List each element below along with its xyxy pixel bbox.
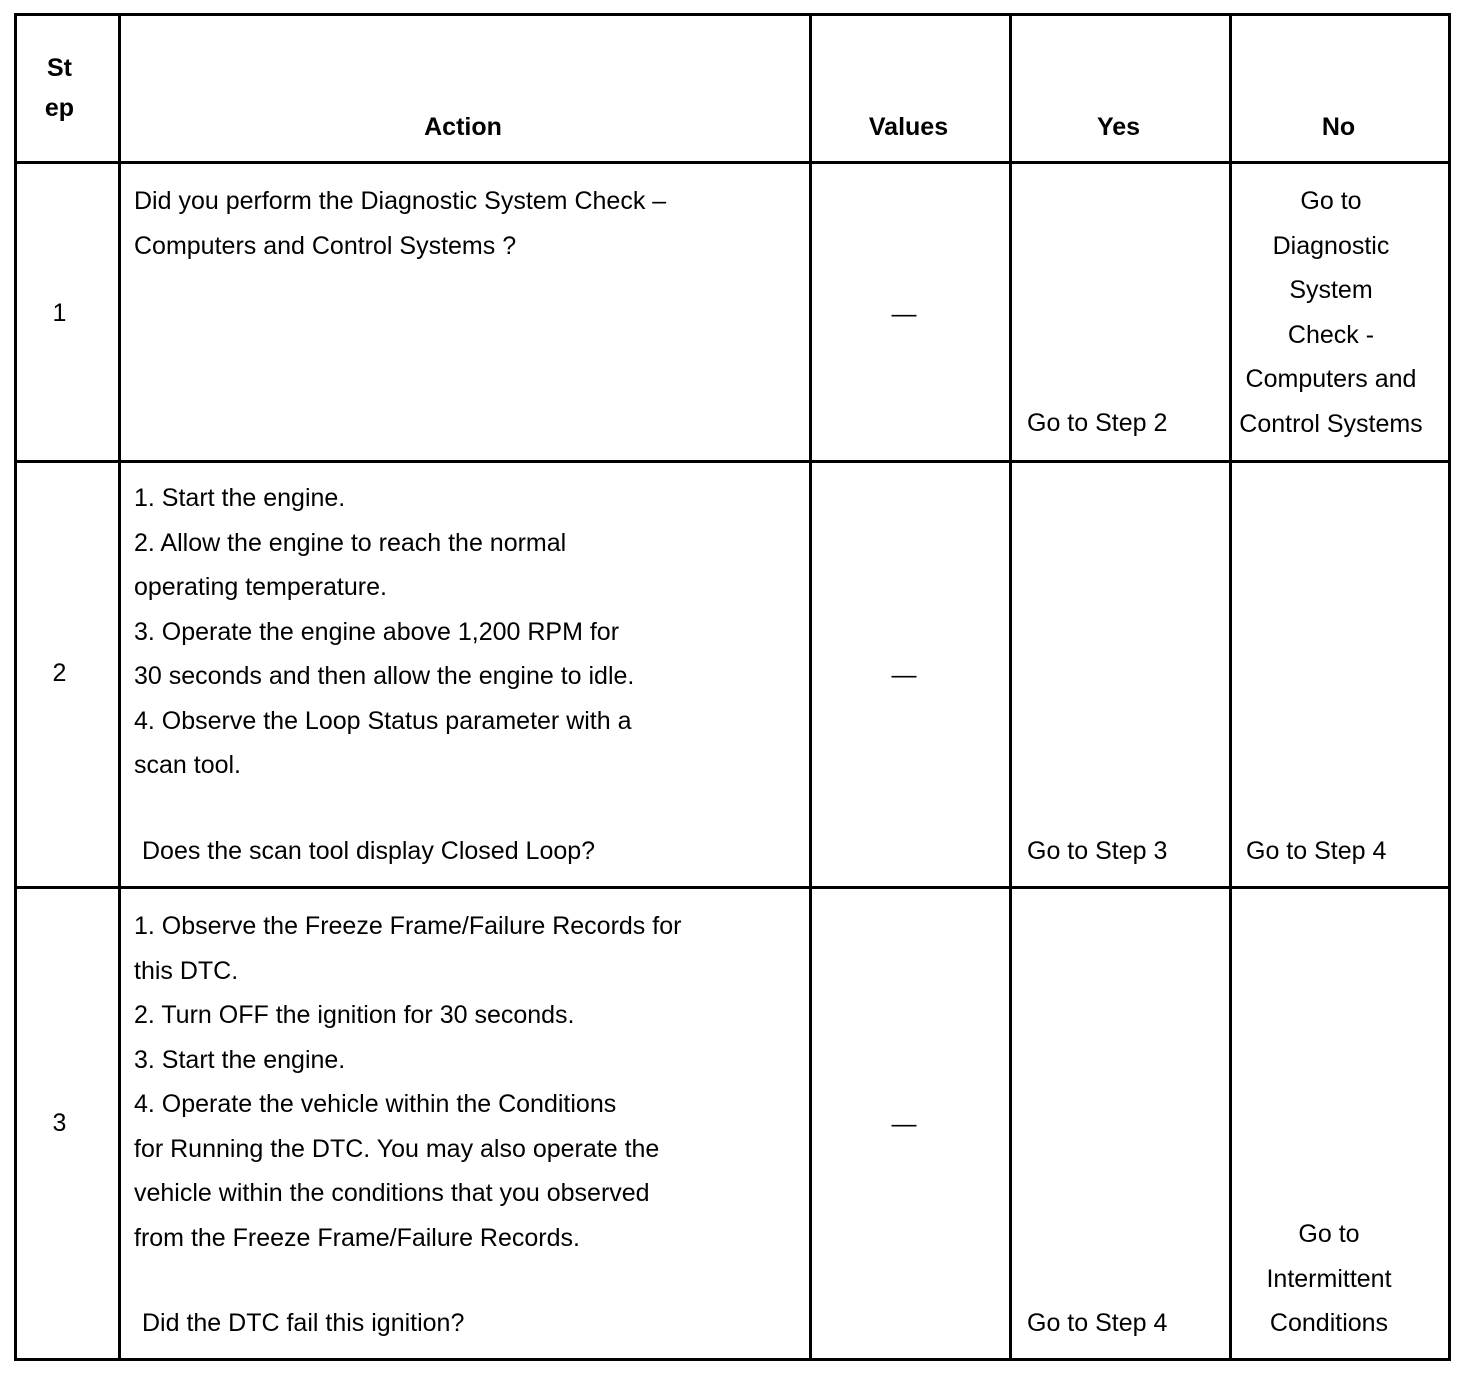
- header-yes: Yes: [1096, 113, 1141, 141]
- no-result: Go to Diagnostic System Check - Computers and Control Systems: [1239, 187, 1423, 438]
- yes-result: Go to Step 2: [1027, 409, 1168, 437]
- action-text: Did you perform the Diagnostic System Check – Computers and Control Systems ?: [134, 187, 667, 260]
- yes-result: Go to Step 3: [1027, 837, 1168, 865]
- row-divider: [17, 886, 1448, 889]
- row-divider: [17, 460, 1448, 463]
- column-divider: [1009, 16, 1012, 1358]
- header-action: Action: [424, 113, 502, 141]
- header-no: No: [1321, 113, 1356, 141]
- row-divider: [17, 161, 1448, 164]
- no-result: Go to Intermittent Conditions: [1266, 1220, 1392, 1337]
- action-text: 1. Observe the Freeze Frame/Failure Records for this DTC. 2. Turn OFF the ignition for 30 seconds. 3. Start the engine. 4. Operate the vehicle within the Conditions for Running the DTC. You may also operate the vehicle within the conditions that you observed from the Freeze Frame/Failure Records.: [134, 912, 682, 1252]
- values-dash: —: [891, 1110, 917, 1138]
- action-text: 1. Start the engine. 2. Allow the engine to reach the normal operating temperature. 3. Operate the engine above 1,200 RPM for 30 seconds and then allow the engine to idle. 4. Observe the Loop Status parameter with a scan tool.: [134, 484, 635, 779]
- values-dash: —: [891, 661, 917, 689]
- column-divider: [118, 16, 121, 1358]
- step-number: 2: [52, 659, 67, 687]
- action-question: Does the scan tool display Closed Loop?: [142, 837, 596, 865]
- action-question: Did the DTC fail this ignition?: [142, 1309, 465, 1337]
- yes-result: Go to Step 4: [1027, 1309, 1168, 1337]
- header-step: St ep: [44, 54, 75, 122]
- step-number: 1: [52, 299, 67, 327]
- step-number: 3: [52, 1109, 67, 1137]
- values-dash: —: [891, 300, 917, 328]
- no-result: Go to Step 4: [1246, 837, 1387, 865]
- header-values: Values: [868, 113, 949, 141]
